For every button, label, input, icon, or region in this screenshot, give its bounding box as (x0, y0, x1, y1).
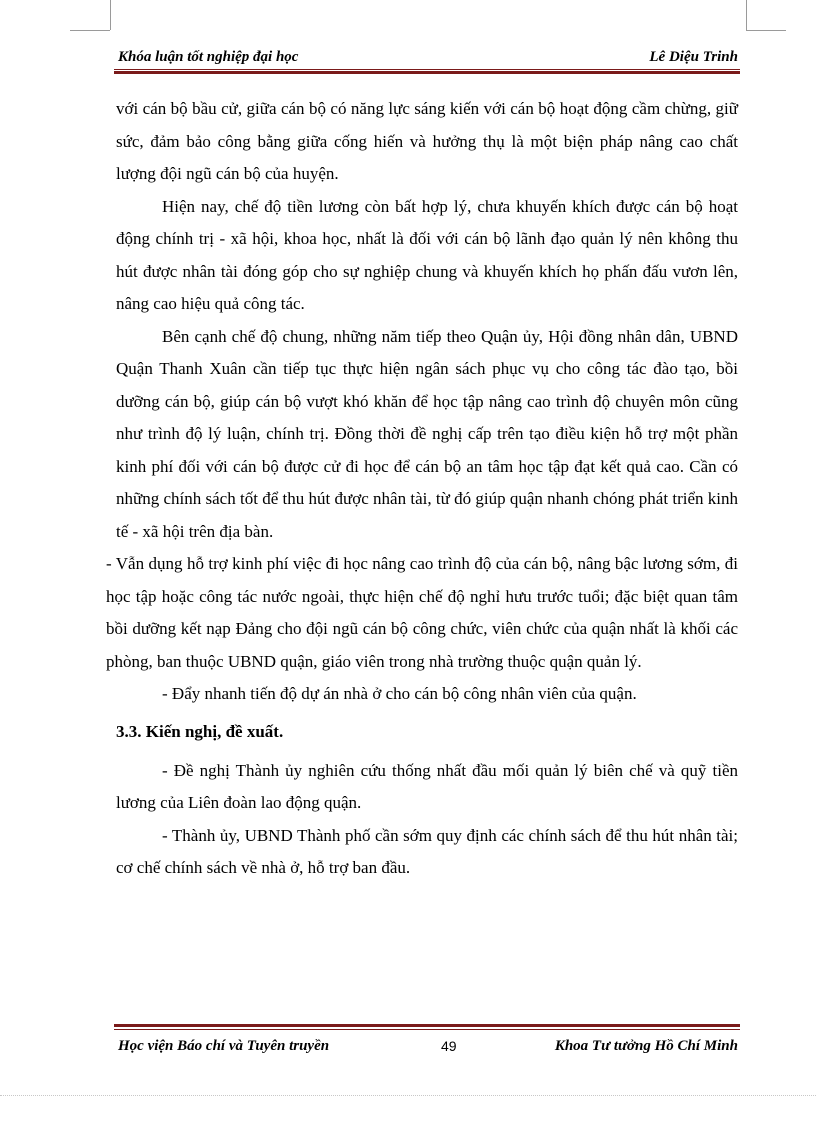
section-heading: 3.3. Kiến nghị, đề xuất. (116, 721, 284, 741)
header-author: Lê Diệu Trinh (649, 49, 738, 65)
page-body (106, 93, 738, 885)
bullet-paragraph: - Thành ủy, UBND Thành phố cần sớm quy định các chính sách để thu hút nhân tài; cơ chế chính sách về nhà ở, hỗ trợ ban đầu. (116, 825, 738, 877)
paragraph: với cán bộ bầu cử, giữa cán bộ có năng lực sáng kiến với cán bộ hoạt động cầm chừng, giữ sức, đảm bảo công bằng giữa cống hiến và hưởng thụ là một biện pháp nâng cao chất lượng đội ngũ cán bộ của huyện. (116, 99, 738, 183)
header-rule-thick (114, 71, 740, 74)
paragraph: Bên cạnh chế độ chung, những năm tiếp theo Quận ủy, Hội đồng nhân dân, UBND Quận Thanh Xuân cần tiếp tục thực hiện ngân sách phục vụ cho công tác đào tạo, bồi dưỡng cán bộ, giúp cán bộ vượt khó khăn để học tập nâng cao trình độ chuyên môn cũng như trình độ lý luận, chính trị. Đồng thời đề nghị cấp trên tạo điều kiện hỗ trợ một phần kinh phí đối với cán bộ được cử đi học để cán bộ an tâm học tập đạt kết quả cao. Cần có những chính sách tốt để thu hút được nhân tài, từ đó giúp quận nhanh chóng phát triển kinh tế - xã hội trên địa bàn. (116, 326, 738, 541)
header-rule (114, 69, 740, 70)
header-left-title: Khóa luận tốt nghiệp đại học (118, 49, 299, 65)
footer-rule-thick (114, 1024, 740, 1027)
page-number: 49 (441, 1038, 457, 1054)
bullet-paragraph: - Đẩy nhanh tiến độ dự án nhà ở cho cán bộ công nhân viên của quận. (162, 684, 637, 703)
footer-institution: Học viện Báo chí và Tuyên truyền (118, 1038, 330, 1054)
footer-rule (114, 1029, 740, 1030)
footer-faculty: Khoa Tư tưởng Hồ Chí Minh (554, 1038, 738, 1054)
bullet-paragraph: - Đề nghị Thành ủy nghiên cứu thống nhất đầu mối quản lý biên chế và quỹ tiền lương của Liên đoàn lao động quận. (116, 760, 738, 812)
page-break-line (0, 1095, 816, 1096)
paragraph: Hiện nay, chế độ tiền lương còn bất hợp lý, chưa khuyến khích được cán bộ hoạt động chính trị - xã hội, khoa học, nhất là đối với cán bộ lãnh đạo quản lý nên không thu hút được nhân tài đóng góp cho sự nghiệp chung và khuyến khích họ phấn đấu vươn lên, nâng cao hiệu quả công tác. (116, 196, 738, 313)
bullet-paragraph: - Vẫn dụng hỗ trợ kinh phí việc đi học nâng cao trình độ của cán bộ, nâng bậc lương sớm, đi học tập hoặc công tác nước ngoài, thực hiện chế độ nghỉ hưu trước tuổi; đặc biệt quan tâm bồi dưỡng kết nạp Đảng cho đội ngũ cán bộ công chức, viên chức của quận nhất là khối các phòng, ban thuộc UBND quận, giáo viên trong nhà trường thuộc quận quản lý. (106, 554, 738, 671)
